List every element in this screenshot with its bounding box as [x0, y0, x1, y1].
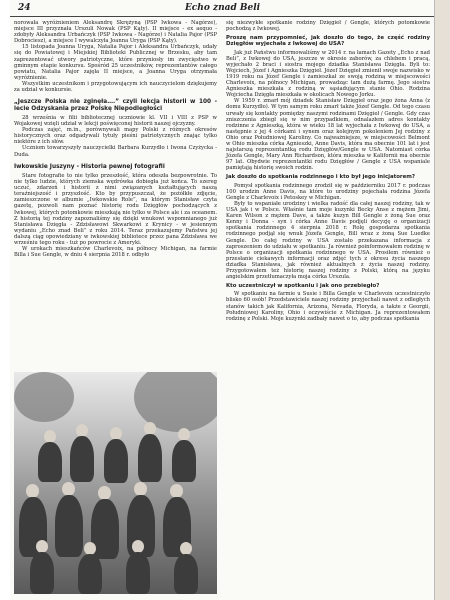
paragraph: 15 listopada Joanna Uryga, Natalia Pajor i Aleksandra Urbańczyk, udały się do Powiatowej i Miejskiej Biblioteki Publicznej w Brzesku, aby tam zaprezentować utwory patriotyczne, które przyniosły im zwycięstwo w gminnym etapie konkursu. Spośród 25 uczestników, reprezentantów całego powiatu, Natalia Pajor zajęła II miejsce, a Joanna Uryga otrzymała wyróżnienie. — [14, 44, 217, 81]
paragraph: Były to wspaniałe urodziny i wielka radość dla całej naszej rodziny, tak w USA jak i w Polsce. Właśnie tam moje kuzynki Becky Anse z mężem Jimi, Karen Wilson z mężem Dave, a także kuzyn Bill Gengle z żoną Sue oraz Kenny i Donna - syn i córka Anne Davis podjęli decyzję o organizacji spotkania rodzinnego 4 sierpnia 2018 r. Rolę gospodarza spotkania rodzinnego podjął się wnuk Józefa Gengle, Bill wraz z żoną Sue Luedke Gengle. Do całej rodziny w USA zostało przekazana informacja z zaproszeniem do udziału w spotkaniu. Ja również poinformowałem rodzinę w Polsce o organizacji spotkania rodzinnego w USA. Prosiłem również o przesłanie ciekawych informacji oraz zdjęć tych z okresu życia naszego dziadka Stanisława, jak również aktualnych z życia naszej rodziny. Przygotowałem też historię naszej rodziny z Polski, którą na języku angielskim przetłumaczyła moja córka Urszula. — [226, 200, 430, 281]
paragraph: W 1959 r. zmarł mój dziadek Stanisław Dzięgieł oraz jego żona Anna (z domu Kurzydło). W tym samym roku zmarł także Józef Gengle. Od tego czasu urwały się kontakty pomiędzy naszymi rodzinami Dzięgieł / Gengle. Gdy czas zniszczenia zbiegł się w nim przypadkiem, odnalazłem adres kontakty rodzinne z Agnieszką, która w wieku 18 lat wyjechała z Iwkowej do USA, a następnie z jej 4 córkami i synem oraz kolejnym pokoleniem Jej rodziny z Ohio oraz Południowej Karoliny. Co najważniejsze, w miejscowości Belmont w Ohio mieszka córka Agnieszki, Anne Davis, która ma obecnie 101 lat i jest najstarszą reprezentantką rodu Dzięgłów/Gengle w USA. Natomiast córka Józefa Gengle, Mary Ann Richardson, która mieszka w Kalifornii ma obecnie 97 lat. Obydwie reprezentantki rodu Dzięgłów / Gengle z USA wspaniale pamiętają historię swoich rodzin. — [226, 98, 430, 172]
publication-title: Echo znad Beli — [184, 3, 261, 13]
paragraph: norowała wyróżnieniem Aleksandrę Skrężyną (PSP Iwkowa - Nagórze), miejsce III przyznała Urszuli Nowak (PSP Kąty). II miejsce - ex aequo - zdobyły Aleksandra Urbańczyk (PSP Iwkowa - Nagórze) i Natalia Pajor (PSP Dobrociesz), a miejsce I wywalczyła Joanna Uryga (PSP Kąty). — [14, 20, 217, 45]
paragraph: się niezwykłe spotkanie rodziny Dzięgieł / Gengle, których potomkowie pochodzą z Iwkowej. — [226, 20, 430, 33]
paragraph: W spotkaniu na farmie u Susie i Billa Gengle w Charlevoix uczestniczyło blisko 60 osób! Przedstawiciele naszej rodziny przyjechali nawet z odległych stanów takich jak Kalifornia, Arizona, Nevada, Floryda, a także z Georgii, Południowej Karoliny, Ohio i oczywiście z Michigan. Ja reprezentowałem rodzinę z Polski. Moje kuzynki zadbały nawet o to, aby podczas spotkania — [226, 291, 430, 322]
article-column-right — [226, 20, 430, 322]
paragraph: 28 września w filii bibliotecznej uczniowie kl. VII i VIII z PSP w Wojakowej wzięli udział w lekcji poświęconej historii naszej ojczyzny. — [14, 114, 217, 128]
paragraph: Podczas zajęć, m.in., porównywali mapy Polski z różnych okresów historycznych oraz odgadywali tytuły pieśni patriotycznych znając tylko niektóre z ich słów. — [14, 127, 217, 146]
article-headline: Iwkowskie Juszyny - Historia pewnej fotografii — [14, 163, 165, 170]
page-header — [10, 2, 435, 17]
family-photograph — [14, 372, 217, 594]
adjacent-page-edge — [434, 0, 450, 600]
article-column-left — [14, 20, 217, 258]
interview-question: Proszę nam przypomnieć, jak doszło do tego, że część rodziny Dzięgłów wyjechała z Iwkowej do USA? — [226, 35, 430, 48]
paragraph: Stare fotografie to nie tylko przeszłość, która odeszła bezpowrotnie. To nie tylko ludzie, których ziemska wędrówka dobiegła już końca. To szereg uczuć, zdarzeń i historii z nimi związanych kształtujących naszą teraźniejszość i przyszłość. Kto by przypuszczał, że pożółkłe zdjęcie, zamieszczone w albumie „Iwkowskie Role”, na którym Stanisław czyta gazetę, pozwoli nam poznać historię rodu Dzięgłów pochodzących z Iwkowej, których potomkowie mieszkają nie tylko w Polsce ale i za oceanem. Z historią tej rodziny zapoznaliśmy się dzięki wnukowi wspomnianego już Stanisława Dzięgła - Zdzisławowi Skwarkowi z Krynicy - w jesiennym wydaniu „Echo znad Beli” z roku 2014. Teraz przekazujemy Państwu jej dalszą ciąg opowiedziany w iwkowskiej bibliotece przez pana Zdzisława we wrześniu tego roku - tuż po powrocie z Ameryki. — [14, 173, 217, 247]
paragraph: W urokach mieszkańców Charlevoix, na północy Michigan, na farmie Billa i Sue Gengle, w dniu 4 sierpnia 2018 r. odbyło — [14, 246, 217, 259]
paragraph: Wszystkim uczestnikom i przygotowującym ich nauczycielom dziękujemy za udział w konkursie. — [14, 80, 217, 94]
paragraph: Pomysł spotkania rodzinnego zrodził się w październiku 2017 r. podczas 100 urodzin Anne Davis, na które to urodziny pojechała rodzina Józefa Gengle z Charlevoix i Petoskey w Michigan. — [226, 182, 430, 201]
page-number: 24 — [18, 3, 31, 13]
page — [10, 0, 435, 600]
paragraph: Uczniom towarzyszyły nauczycielki Barbara Kurzydło i Iwona Czyżycka - Duda. — [14, 145, 217, 158]
article-headline: „Jeszcze Polska nie zginęła….” czyli lekcja historii w 100 - lecie Odzyskania przez Polskę Niepodległości — [14, 99, 217, 112]
interview-question: Jak doszło do spotkania rodzinnego i kto był jego inicjatorem? — [226, 174, 415, 181]
interview-question: Kto uczestniczył w spotkaniu i jak ono przebiegło? — [226, 283, 380, 290]
paragraph: Jak już Państwu informowaliśmy w 2014 r. na łamach Gazety „Echo z nad Beli”, z Iwkowej do USA, jeszcze w okresie zaborów, za chlebem i pracą, wyjechało 2 braci i siostra mojego dziadka Stanisława Dzięgła. Byli to: Wojciech, Józef i Agnieszka Dzięgieł. Józef Dzięgieł zmienił swoje nazwisko w 1919 roku na Józef Gengle i zamieszkał ze swoją rodziną w miejscowości Charlevoix, na północy Michigan, prowadząc tam dużą farmę. Jego siostra Agnieszka mieszkała z rodziną w sąsiadującym stanie Ohio. Rodzina Wojciecha Dzięgła mieszkała w okolicach Nowego Jorku. — [226, 49, 430, 99]
